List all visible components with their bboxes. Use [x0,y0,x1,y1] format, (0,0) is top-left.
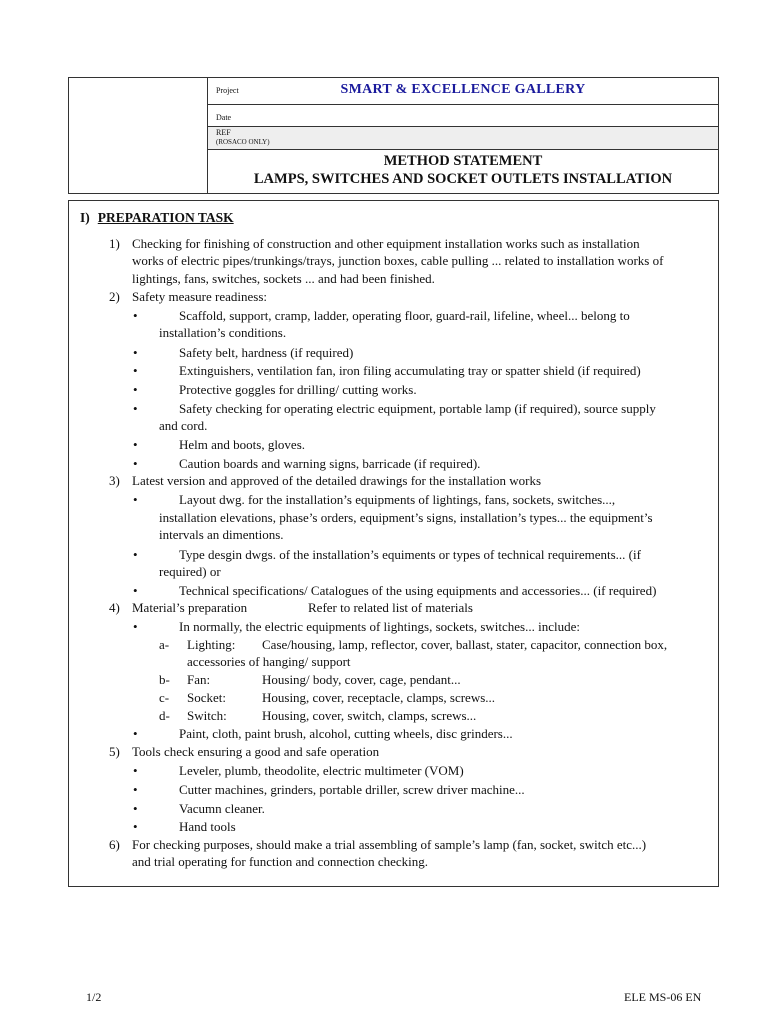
bullet-text: Layout dwg. for the installation’s equipments of lightings, fans, sockets, switches..., [179,492,616,507]
content-box [68,200,719,887]
bullet-icon: • [133,437,138,452]
ref-row [208,127,718,150]
bullet-text: Safety checking for operating electric equipment, portable lamp (if required), source supply [179,401,656,416]
doc-title: METHOD STATEMENT [383,153,543,169]
date-row [208,105,718,127]
bullet-text: Scaffold, support, cramp, ladder, operating floor, guard-rail, lifeline, wheel... belong to [179,308,630,323]
item-text: Safety measure readiness: [132,289,268,304]
item-number: 2) [109,289,120,304]
bullet-icon: • [133,782,138,797]
header-table [68,77,719,194]
bullet-icon: • [133,726,138,741]
bullet-icon: • [133,345,138,360]
item-number: 3) [109,473,120,488]
bullet-icon: • [133,583,138,598]
sub-letter: c- [159,690,170,705]
bullet-text: intervals an dimentions. [159,527,284,542]
doc-subtitle: LAMPS, SWITCHES AND SOCKET OUTLETS INSTALLATION [253,171,673,187]
sub-desc: Housing, cover, switch, clamps, screws... [262,708,477,723]
bullet-text: Hand tools [179,819,236,834]
page-number: 1/2 [86,990,102,1004]
bullet-text: Paint, cloth, paint brush, alcohol, cutting wheels, disc grinders... [179,726,513,741]
bullet-icon: • [133,619,138,634]
bullet-text: In normally, the electric equipments of lightings, sockets, switches... include: [179,619,580,634]
sub-desc: Housing/ body, cover, cage, pendant... [262,672,461,687]
sub-desc: Case/housing, lamp, reflector, cover, ballast, stater, capacitor, connection box, [262,637,668,652]
logo-cell [69,78,208,193]
bullet-text: Extinguishers, ventilation fan, iron filing accumulating tray or spatter shield (if required) [179,363,641,378]
project-name: SMART & EXCELLENCE GALLERY [340,82,586,97]
item-text: Latest version and approved of the detailed drawings for the installation works [132,473,542,488]
sub-desc: Housing, cover, receptacle, clamps, screws... [262,690,496,705]
item-number: 6) [109,837,120,852]
bullet-icon: • [133,801,138,816]
project-label: Project [216,86,239,95]
sub-name: Fan: [187,672,211,687]
sub-letter: a- [159,637,170,652]
bullet-text: Type desgin dwgs. of the installation’s equiments or types of technical requirements... (if [179,547,641,562]
title-row [208,150,718,193]
bullet-text: Helm and boots, gloves. [179,437,306,452]
bullet-icon: • [133,308,138,323]
sub-name: Socket: [187,690,226,705]
item-number: 1) [109,236,120,251]
bullet-icon: • [133,401,138,416]
bullet-text: Caution boards and warning signs, barricade (if required). [179,456,481,471]
section-heading [80,210,234,226]
bullet-text: required) or [159,564,221,579]
item-text: Tools check ensuring a good and safe operation [132,744,380,759]
section-title: PREPARATION TASK [97,210,234,225]
bullet-text: installation’s conditions. [159,325,287,340]
bullet-icon: • [133,492,138,507]
bullet-text: Technical specifications/ Catalogues of the using equipments and accessories... (if required) [179,583,657,598]
sub-desc: accessories of hanging/ support [187,654,351,669]
item-text: and trial operating for function and connection checking. [132,854,429,869]
bullet-icon: • [133,819,138,834]
bullet-text: and cord. [159,418,208,433]
project-row [208,78,718,105]
ref-sub-label: (ROSACO ONLY) [216,138,270,146]
ref-label: REF [216,128,231,137]
sub-letter: d- [159,708,170,723]
bullet-icon: • [133,547,138,562]
section-number: I) [80,210,90,225]
bullet-text: Cutter machines, grinders, portable driller, screw driver machine... [179,782,525,797]
item-text: lightings, fans, switches, sockets ... and had been finished. [132,271,435,286]
item-text: Material’s preparation [132,600,248,615]
bullet-text: Safety belt, hardness (if required) [179,345,354,360]
bullet-text: Vacumn cleaner. [179,801,265,816]
sub-letter: b- [159,672,170,687]
bullet-icon: • [133,456,138,471]
bullet-icon: • [133,382,138,397]
bullet-icon: • [133,363,138,378]
item-reference: Refer to related list of materials [308,600,473,615]
bullet-text: Protective goggles for drilling/ cutting works. [179,382,417,397]
date-label: Date [216,113,232,122]
bullet-text: Leveler, plumb, theodolite, electric multimeter (VOM) [179,763,464,778]
item-text: works of electric pipes/trunkings/trays, junction boxes, cable pulling ... related to installation works of [132,253,664,268]
sub-name: Lighting: [187,637,236,652]
item-text: Checking for finishing of construction and other equipment installation works such as installation [132,236,640,251]
document-code: ELE MS-06 EN [624,990,702,1004]
bullet-icon: • [133,763,138,778]
item-number: 4) [109,600,120,615]
bullet-text: installation elevations, phase’s orders, equipment’s signs, installation’s types... the equipment’s [159,510,653,525]
sub-name: Switch: [187,708,227,723]
item-text: For checking purposes, should make a trial assembling of sample’s lamp (fan, socket, switch etc...) [132,837,647,852]
item-number: 5) [109,744,120,759]
